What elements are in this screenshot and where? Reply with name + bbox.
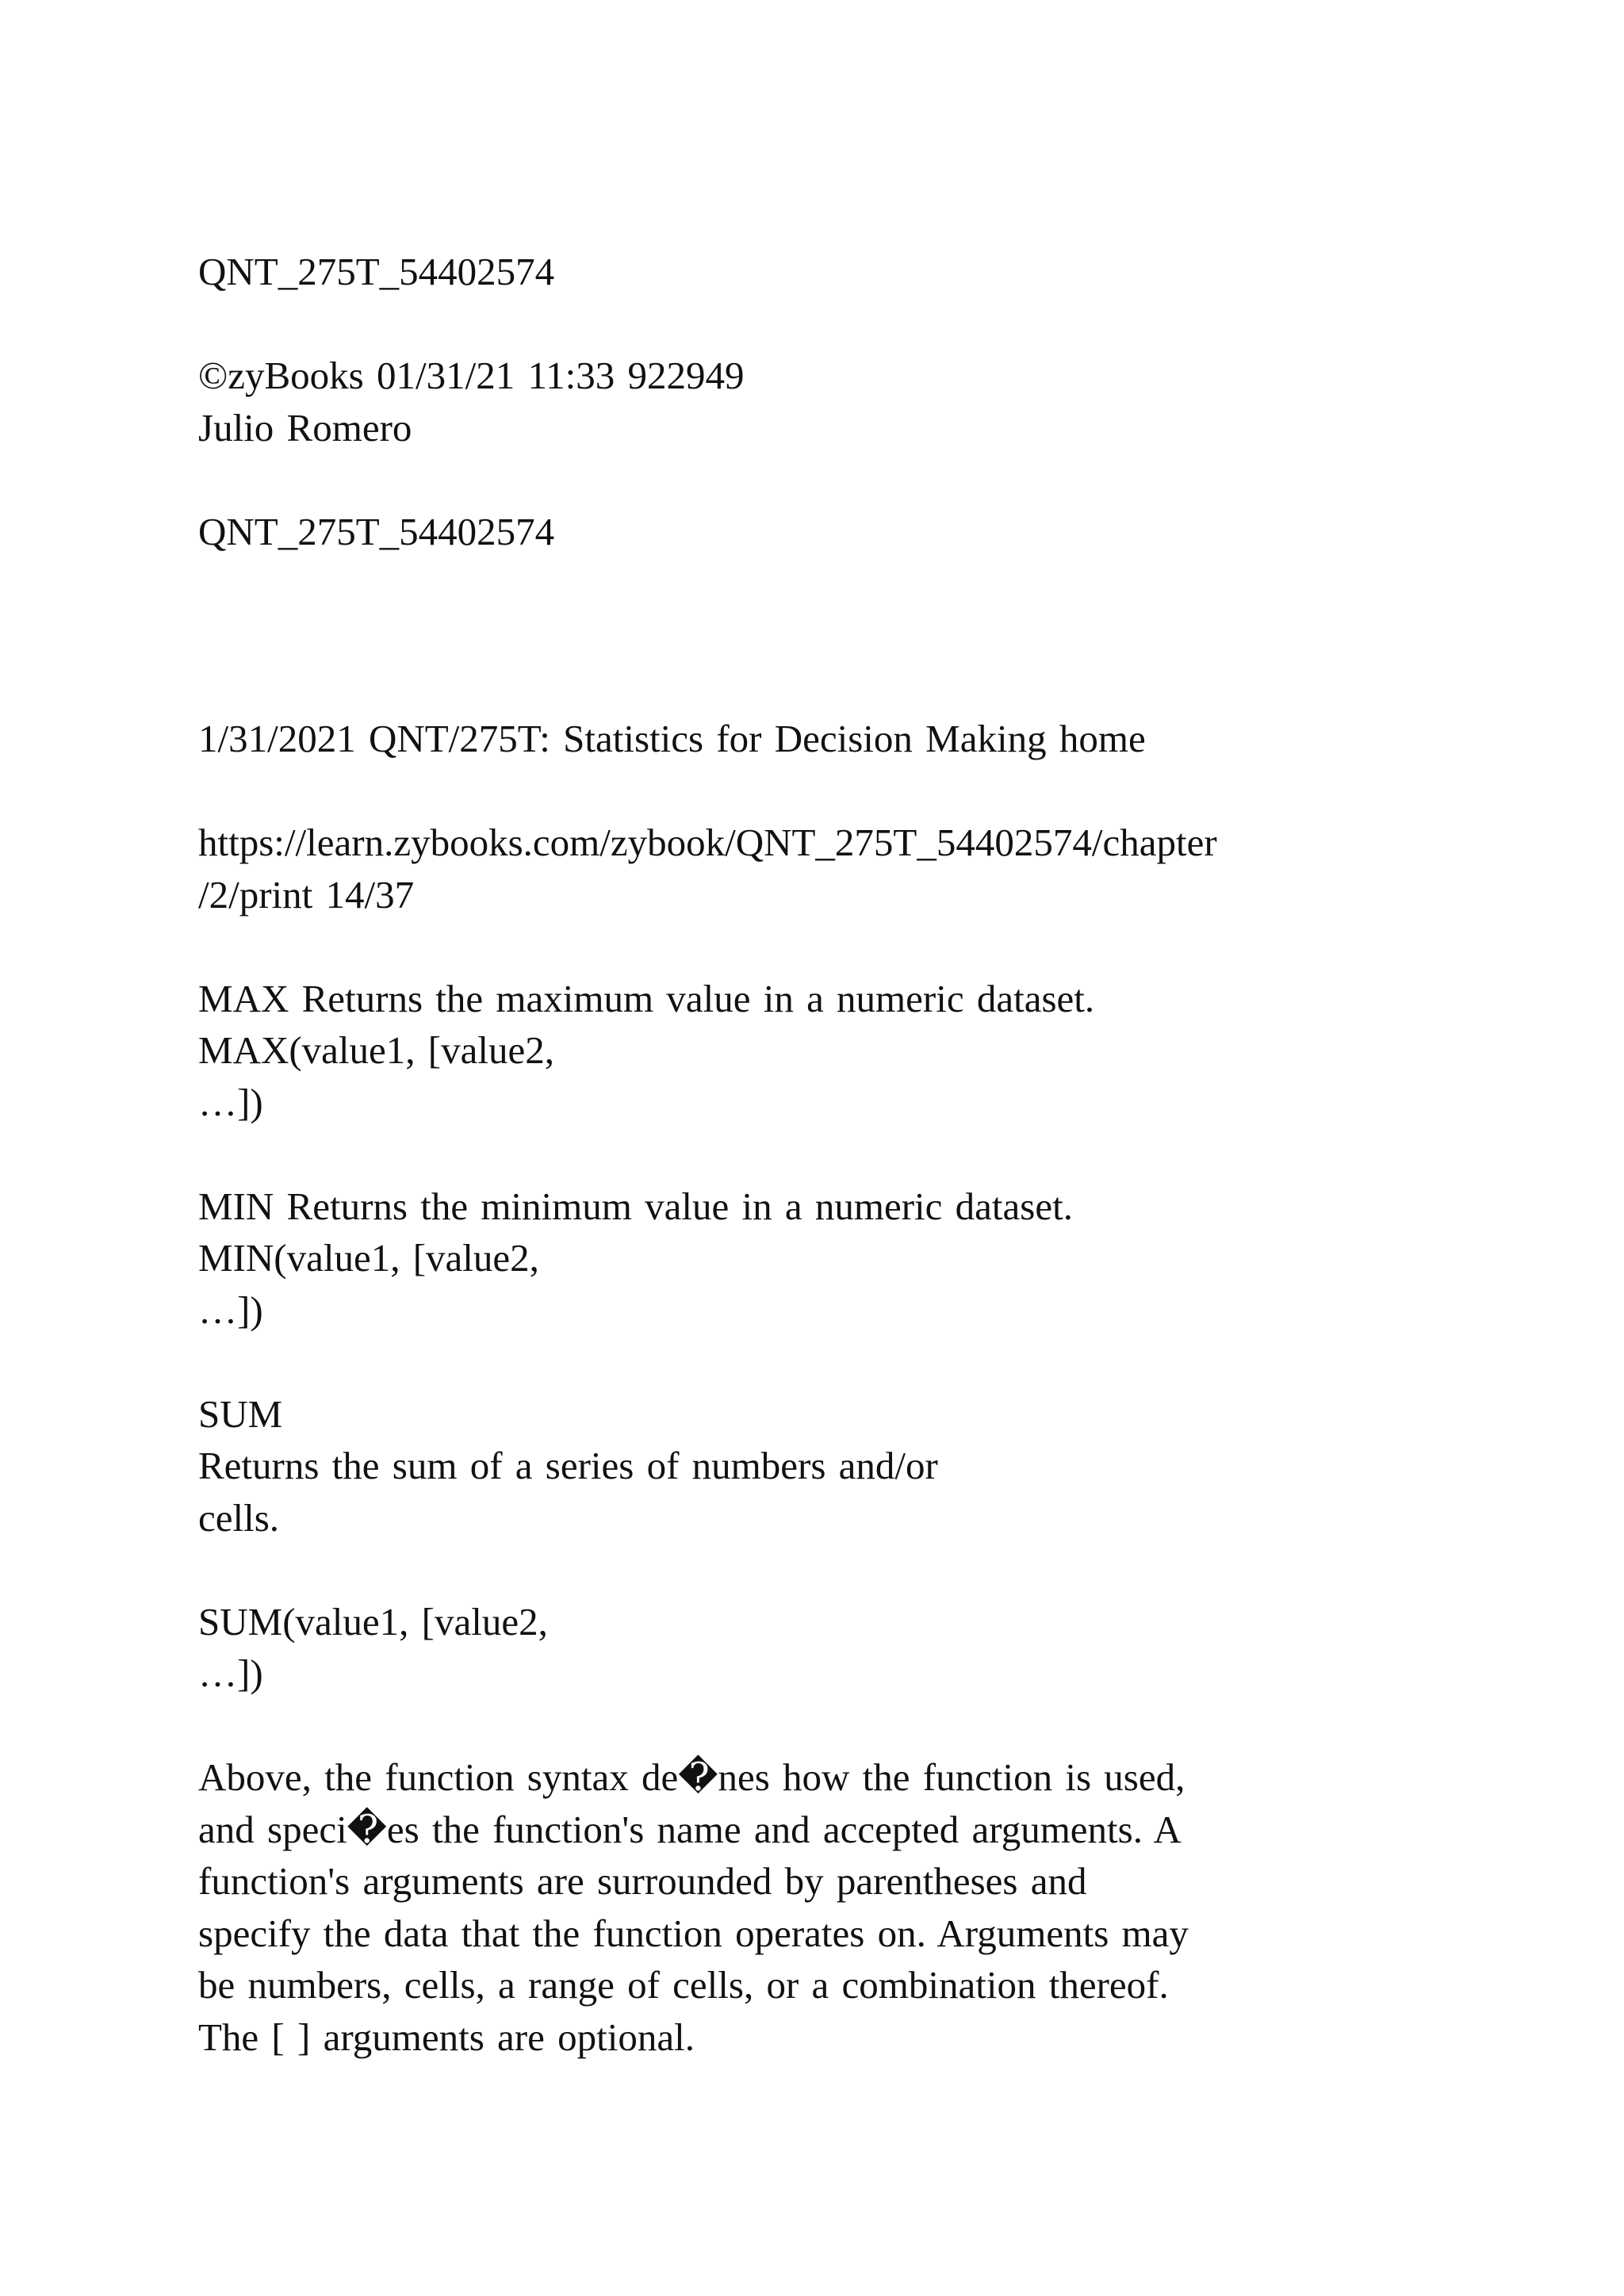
function-syntax: MIN(value1, [value2, bbox=[198, 1236, 539, 1280]
spacer bbox=[198, 765, 1515, 817]
function-description: MAX Returns the maximum value in a numeric dataset. bbox=[198, 976, 1095, 1020]
function-max bbox=[198, 973, 1515, 1129]
course-code: QNT_275T_54402574 bbox=[198, 250, 555, 293]
explanation-line: The [ ] arguments are optional. bbox=[198, 2015, 695, 2059]
watermark-block bbox=[198, 350, 1515, 453]
explanation-line: function's arguments are surrounded by parentheses and bbox=[198, 1859, 1087, 1903]
explanation-paragraph bbox=[198, 1751, 1515, 2063]
print-url-line: /2/print 14/37 bbox=[198, 872, 415, 916]
spacer bbox=[198, 1128, 1515, 1181]
header-block bbox=[198, 246, 1515, 298]
spacer bbox=[198, 1544, 1515, 1596]
copyright-line: ©zyBooks 01/31/21 11:33 922949 bbox=[198, 354, 745, 397]
spacer bbox=[198, 557, 1515, 713]
function-description: Returns the sum of a series of numbers and/or bbox=[198, 1444, 938, 1487]
function-syntax: MAX(value1, [value2, bbox=[198, 1028, 554, 1072]
print-url-block bbox=[198, 817, 1515, 920]
function-min bbox=[198, 1181, 1515, 1337]
function-syntax: …]) bbox=[198, 1080, 263, 1124]
spacer bbox=[198, 1700, 1515, 1752]
explanation-line: be numbers, cells, a range of cells, or a combination thereof. bbox=[198, 1963, 1169, 2007]
spacer bbox=[198, 920, 1515, 973]
print-url-line: https://learn.zybooks.com/zybook/QNT_275T_54402574/chapter bbox=[198, 821, 1217, 864]
function-name: SUM bbox=[198, 1391, 283, 1436]
spacer bbox=[198, 298, 1515, 350]
function-sum bbox=[198, 1388, 1515, 1544]
function-sum-syntax bbox=[198, 1596, 1515, 1700]
student-name: Julio Romero bbox=[198, 405, 412, 450]
course-code: QNT_275T_54402574 bbox=[198, 509, 555, 553]
print-date-title: 1/31/2021 QNT/275T: Statistics for Decision Making home bbox=[198, 717, 1146, 760]
print-title-block bbox=[198, 713, 1515, 765]
function-syntax: …]) bbox=[198, 1651, 263, 1695]
explanation-line: Above, the function syntax de�nes how the function is used, bbox=[198, 1755, 1185, 1799]
function-description: cells. bbox=[198, 1495, 280, 1540]
spacer bbox=[198, 453, 1515, 506]
function-syntax: SUM(value1, [value2, bbox=[198, 1599, 548, 1644]
course-code-block bbox=[198, 506, 1515, 558]
explanation-line: and speci�es the function's name and accepted arguments. A bbox=[198, 1807, 1182, 1851]
spacer bbox=[198, 1336, 1515, 1388]
function-description: MIN Returns the minimum value in a numeric dataset. bbox=[198, 1184, 1073, 1228]
explanation-line: specify the data that the function operates on. Arguments may bbox=[198, 1911, 1189, 1955]
function-syntax: …]) bbox=[198, 1288, 263, 1332]
document-page bbox=[198, 246, 1515, 2063]
